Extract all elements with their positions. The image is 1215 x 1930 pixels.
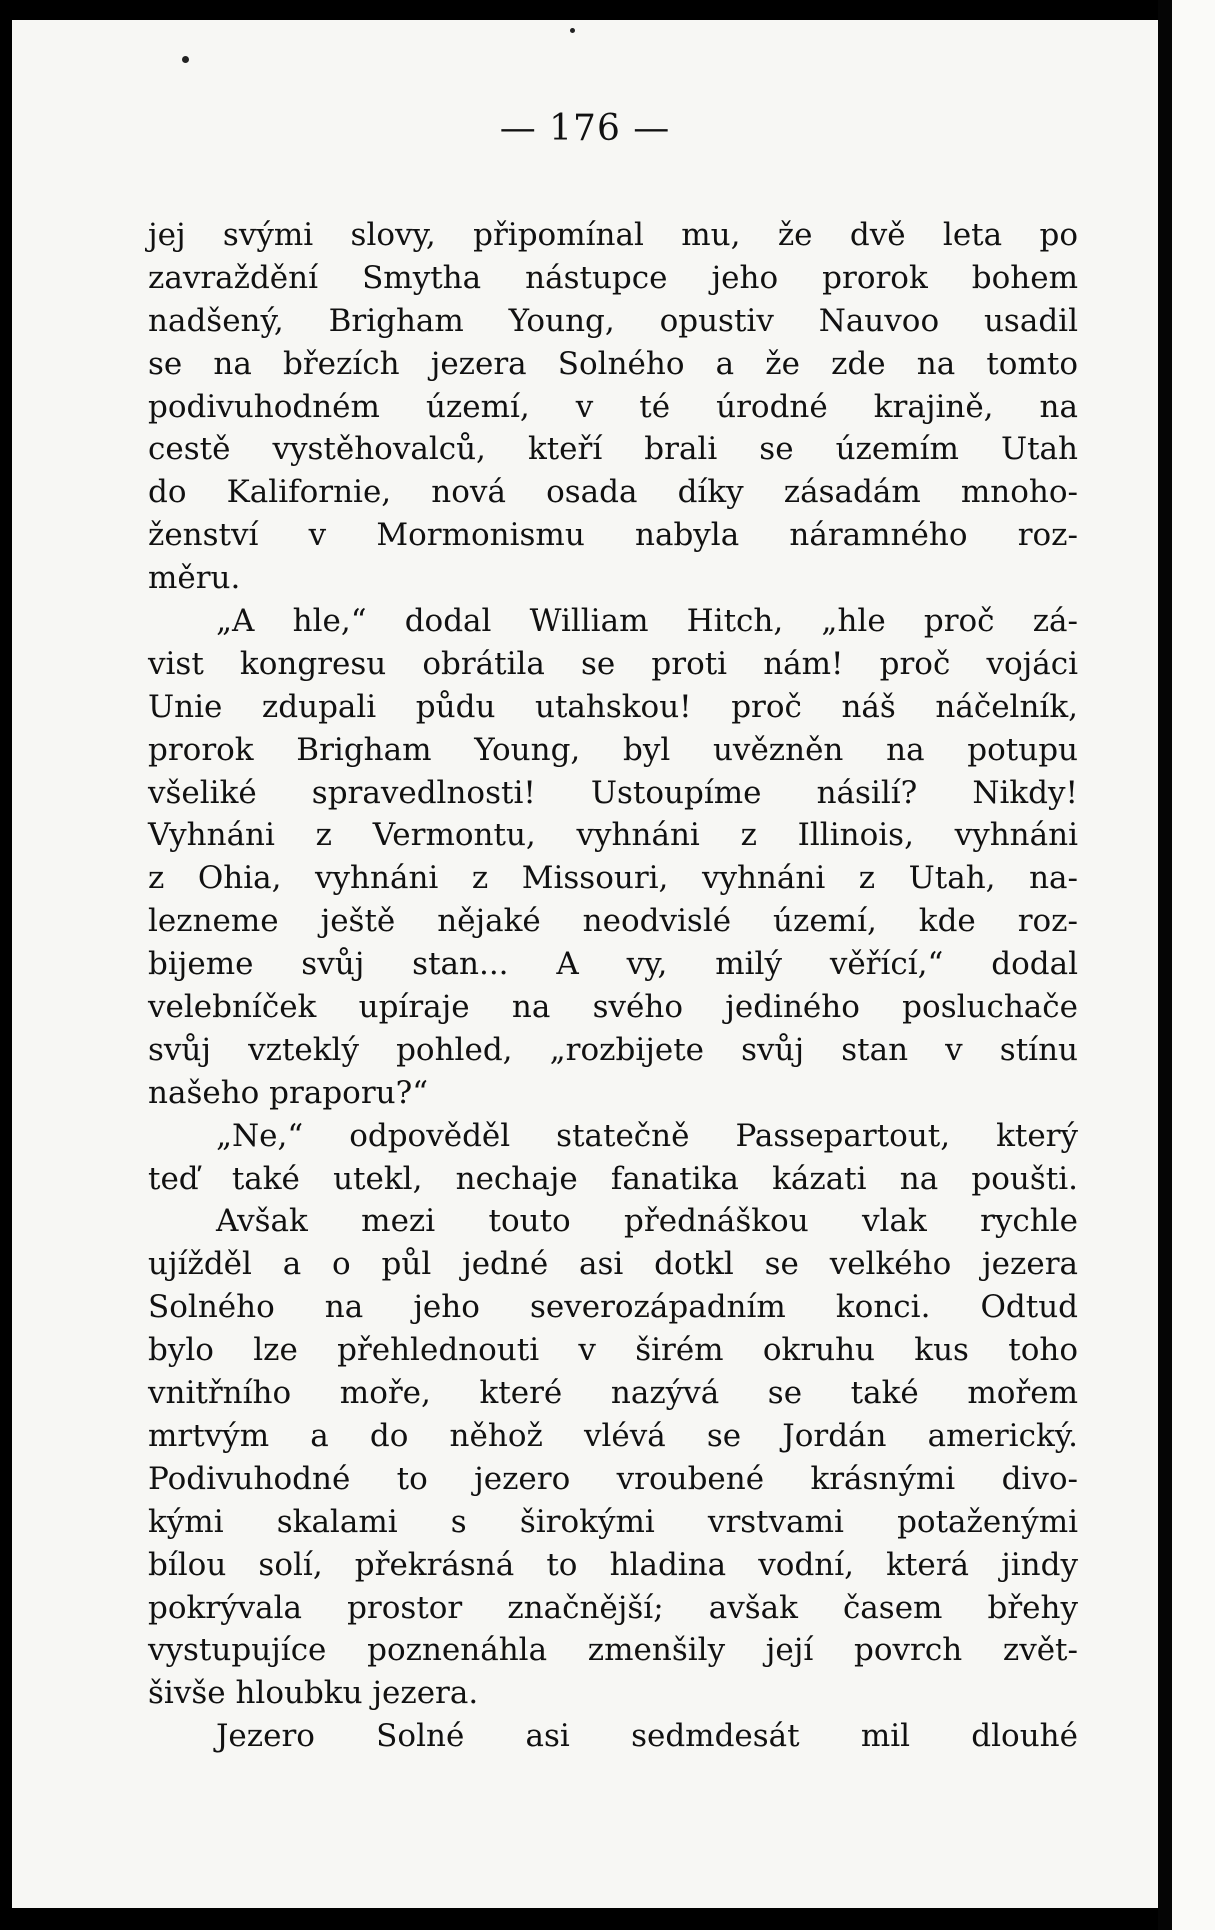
text-line: Solného na jeho severozápadním konci. Odtud	[148, 1289, 1078, 1326]
text-line: zavraždění Smytha nástupce jeho prorok bohem	[148, 259, 1078, 296]
text-line: pokrývala prostor značnější; avšak časem břehy	[148, 1589, 1078, 1626]
text-line: se na březích jezera Solného a že zde na tomto	[148, 345, 1078, 382]
body-text	[148, 214, 1078, 1758]
text-line: jej svými slovy, připomínal mu, že dvě leta po	[148, 217, 1078, 253]
text-line: všeliké spravedlnosti! Ustoupíme násilí? Nikdy!	[148, 774, 1078, 811]
text-line: velebníček upíraje na svého jediného posluchače	[148, 989, 1078, 1026]
print-speck	[182, 56, 189, 63]
text-line: bílou solí, překrásná to hladina vodní, která jindy	[148, 1546, 1078, 1583]
text-line: kými skalami s širokými vrstvami potaženými	[148, 1503, 1078, 1540]
text-line: šivše hloubku jezera.	[148, 1675, 479, 1712]
text-line: vnitřního moře, které nazývá se také mořem	[148, 1375, 1078, 1412]
text-line: do Kalifornie, nová osada díky zásadám mnoho-	[148, 474, 1078, 511]
scan-edge	[1158, 0, 1172, 1930]
text-line: teď také utekl, nechaje fanatika kázati na poušti.	[148, 1160, 1078, 1197]
text-line: svůj vzteklý pohled, „rozbijete svůj stan v stínu	[148, 1031, 1078, 1068]
text-line: Unie zdupali půdu utahskou! proč náš náčelník,	[148, 688, 1078, 725]
text-line: z Ohia, vyhnáni z Missouri, vyhnáni z Utah, na-	[148, 860, 1078, 897]
text-line: bylo lze přehlednouti v širém okruhu kus toho	[148, 1332, 1078, 1369]
book-page	[12, 20, 1158, 1908]
text-line: vist kongresu obrátila se proti nám! proč vojáci	[148, 645, 1078, 682]
text-line: měru.	[148, 560, 241, 597]
print-speck	[570, 28, 575, 33]
facing-page-edge	[1172, 0, 1215, 1930]
text-line: podivuhodném území, v té úrodné krajině, na	[148, 388, 1078, 425]
text-line: mrtvým a do něhož vlévá se Jordán americký.	[148, 1417, 1078, 1454]
text-line: ženství v Mormonismu nabyla náramného roz-	[148, 517, 1078, 554]
text-line: nadšený, Brigham Young, opustiv Nauvoo usadil	[148, 302, 1078, 339]
text-line: Vyhnáni z Vermontu, vyhnáni z Illinois, vyhnáni	[148, 817, 1078, 854]
text-line: ujížděl a o půl jedné asi dotkl se velkého jezera	[148, 1246, 1078, 1283]
text-line: Podivuhodné to jezero vroubené krásnými divo-	[148, 1460, 1078, 1497]
text-line: vystupujíce poznenáhla zmenšily její povrch zvět-	[148, 1632, 1078, 1669]
text-line: „A hle,“ dodal William Hitch, „hle proč zá-	[216, 603, 1078, 640]
page-number: — 176 —	[499, 108, 671, 149]
text-line: našeho praporu?“	[148, 1074, 429, 1111]
text-line: Jezero Solné asi sedmdesát mil dlouhé	[216, 1718, 1078, 1755]
text-line: lezneme ještě nějaké neodvislé území, kde roz-	[148, 903, 1078, 940]
text-line: cestě vystěhovalců, kteří brali se územím Utah	[148, 431, 1078, 468]
text-line: Avšak mezi touto přednáškou vlak rychle	[216, 1203, 1078, 1240]
text-line: „Ne,“ odpověděl statečně Passepartout, který	[216, 1117, 1078, 1154]
text-line: prorok Brigham Young, byl uvězněn na potupu	[148, 731, 1078, 768]
text-line: bijeme svůj stan... A vy, milý věřící,“ dodal	[148, 946, 1078, 983]
